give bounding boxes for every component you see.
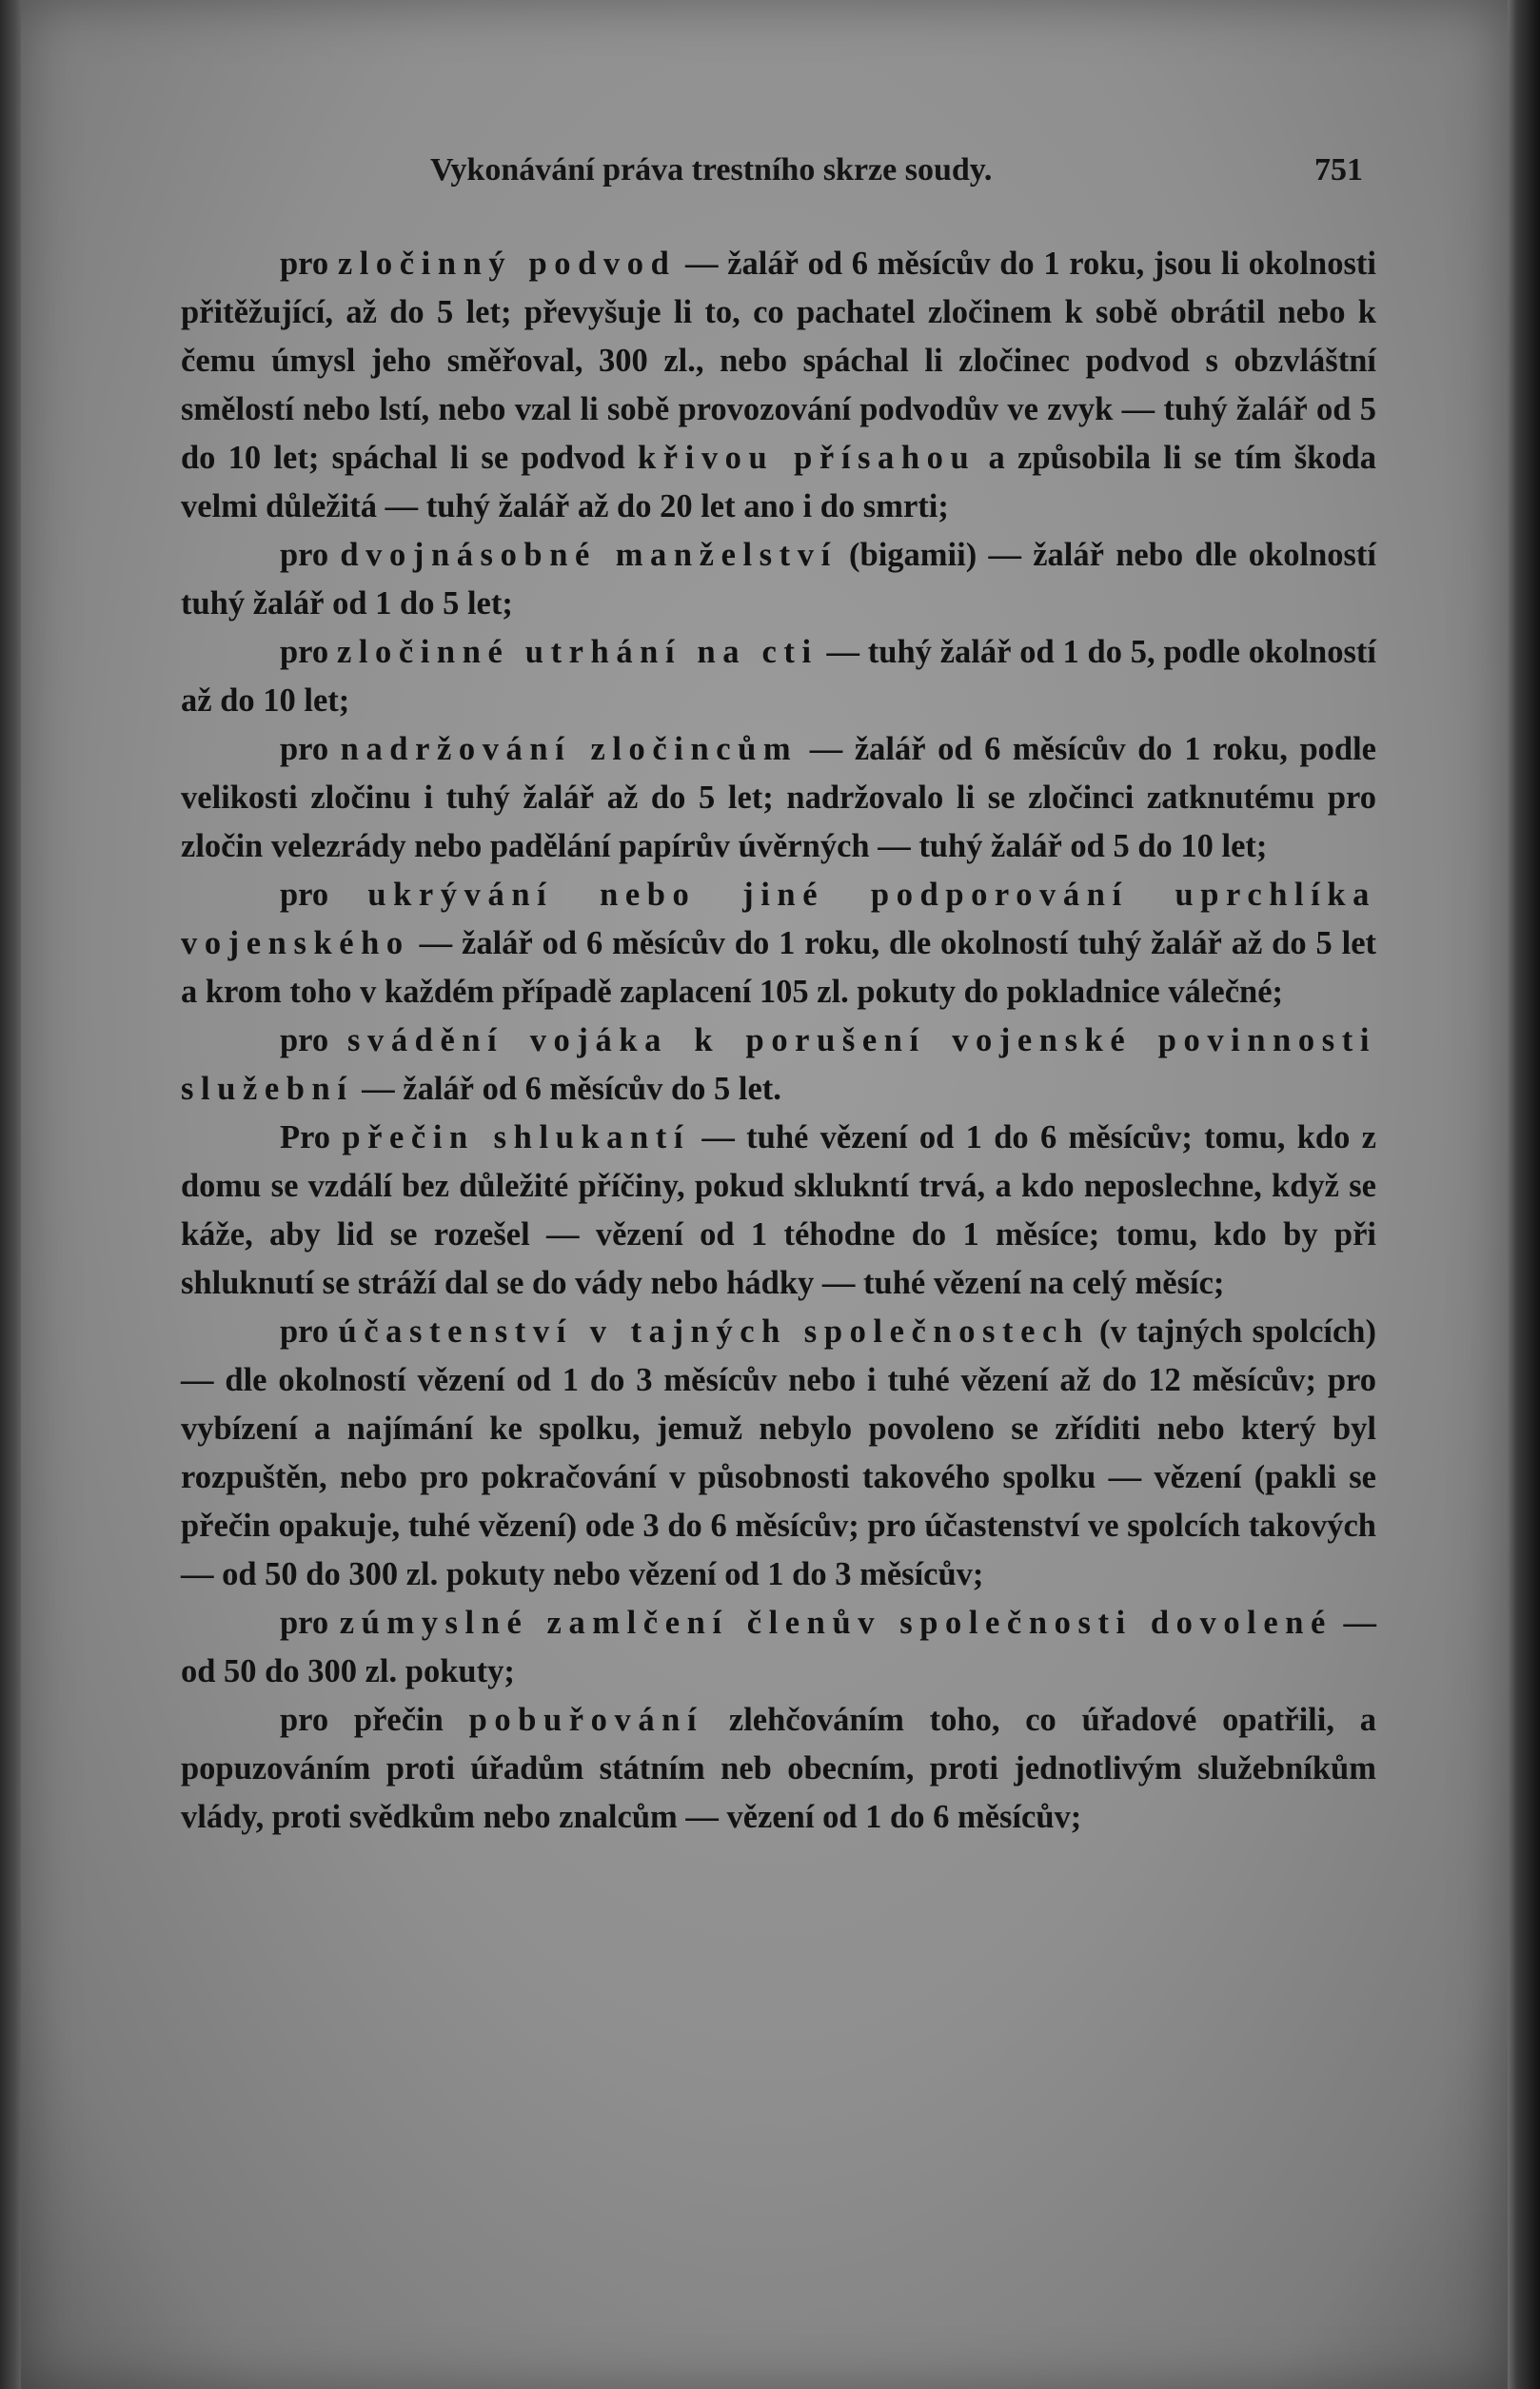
paragraph-zlocinny-podvod — [181, 240, 1376, 531]
book-page — [21, 0, 1508, 2389]
lead: pro — [280, 877, 368, 913]
spaced-term: přečin shlukantí — [342, 1119, 691, 1155]
paragraph-text: — tuhé vězení od 1 do 6 měsícův; tomu, kdo z domu se vzdálí bez důležité příčiny, pokud sklukntí trvá, a kdo neposlechne, když se káže, aby lid se rozešel — vězení od 1 téhodne do 1 měsíce; tomu, kdo by při shluknutí se stráží dal se do vády nebo hádky — tuhé vězení na celý měsíc; — [181, 1119, 1376, 1301]
spaced-term: křivou přísahou — [637, 440, 977, 476]
paragraph-text: — žalář od 6 měsícův do 1 roku, dle okolností tuhý žalář až do 5 let a krom toho v každém případě zaplacení 105 zl. pokuty do pokladnice válečné; — [181, 925, 1376, 1010]
paragraph-nadrzovani — [181, 725, 1376, 871]
lead: pro — [280, 1022, 347, 1058]
body-text — [181, 240, 1376, 1842]
paragraph-text: (v tajných spolcích) — dle okolností vězení od 1 do 3 měsícův nebo i tuhé vězení až do 12 měsícův; pro vybízení a najímání ke spolku, jemuž nebylo povoleno se zříditi nebo který byl rozpuštěn, nebo pro pokračování v působnosti takového spolku — vězení (pakli se přečin opakuje, tuhé vězení) ode 3 do 6 měsícův; pro účastenství ve spolcích takových — od 50 do 300 zl. pokuty nebo vězení od 1 do 3 měsícův; — [181, 1313, 1376, 1592]
paragraph-bigamie — [181, 531, 1376, 628]
spaced-term: zločinné utrhání na cti — [336, 634, 819, 670]
paragraph-text: — žalář od 6 měsícův do 5 let. — [353, 1071, 781, 1107]
page-number: 751 — [1314, 152, 1363, 188]
paragraph-text: — žalář od 6 měsícův do 1 roku, podle velikosti zločinu i tuhý žalář až do 5 let; nadržovalo li se zločinci zatknutému pro zločin velezrády nebo padělání papírův úvěrných — tuhý žalář od 5 do 10 let; — [181, 731, 1376, 864]
paragraph-text: zlehčováním toho, co úřadové opatřili, a popuzováním proti úřadům státním neb obecním, proti jednotlivým služebníkům vlády, proti svědkům nebo znalcům — vězení od 1 do 6 měsícův; — [181, 1702, 1376, 1835]
paragraph-ukryvani-uprchlika — [181, 871, 1376, 1017]
spaced-term: ukrývání nebo jiné podporování uprchlíka vojenského — [181, 877, 1376, 961]
spaced-term: pobuřování — [468, 1702, 704, 1738]
spaced-term: účastenství v tajných společnostech — [338, 1313, 1090, 1350]
spaced-term: zločinný podvod — [337, 246, 677, 282]
paragraph-text: a způsobila li se tím škoda velmi důležitá — tuhý žalář až do 20 let ano i do smrti; — [181, 440, 1376, 524]
lead: pro přečin — [280, 1702, 469, 1738]
paragraph-poburovani — [181, 1696, 1376, 1842]
lead: pro — [280, 537, 341, 573]
running-title: Vykonávání práva trestního skrze soudy. — [430, 152, 993, 188]
lead: pro — [280, 246, 338, 282]
paragraph-zamlceni-clenuv — [181, 1599, 1376, 1696]
paragraph-text: (bigamii) — žalář nebo dle okolností tuhý žalář od 1 do 5 let; — [181, 537, 1377, 622]
paragraph-svadeni-vojaka — [181, 1017, 1376, 1114]
paragraph-text: — tuhý žalář od 1 do 5, podle okolností až do 10 let; — [181, 634, 1376, 719]
lead: pro — [280, 1313, 339, 1350]
spaced-term: svádění vojáka k porušení vojenské povinnosti služební — [181, 1022, 1376, 1107]
spaced-term: zúmyslné zamlčení členův společnosti dovolené — [339, 1605, 1333, 1641]
lead: pro — [280, 634, 337, 670]
lead: pro — [280, 731, 341, 767]
page-edge-shadow — [1508, 0, 1540, 2389]
spaced-term: nadržování zločincům — [340, 731, 799, 767]
paragraph-text: — od 50 do 300 zl. pokuty; — [181, 1605, 1376, 1689]
lead: pro — [280, 1605, 340, 1641]
paragraph-text: — žalář od 6 měsícův do 1 roku, jsou li okolnosti přitěžující, až do 5 let; převyšuje li to, co pachatel zločinem k sobě obrátil nebo k čemu úmysl jeho směřoval, 300 zl., nebo spáchal li zločinec podvod s obzvláštní smělostí nebo lstí, nebo vzal li sobě provozování podvodův ve zvyk — tuhý žalář od 5 do 10 let; spáchal li se podvod — [181, 246, 1376, 476]
paragraph-tajne-spolecnosti — [181, 1308, 1376, 1599]
paragraph-shluknuti — [181, 1114, 1376, 1308]
paragraph-utrhani-na-cti — [181, 628, 1376, 725]
page-header — [430, 152, 1363, 209]
lead: Pro — [280, 1119, 343, 1155]
spaced-term: dvojnásobné manželství — [340, 537, 838, 573]
